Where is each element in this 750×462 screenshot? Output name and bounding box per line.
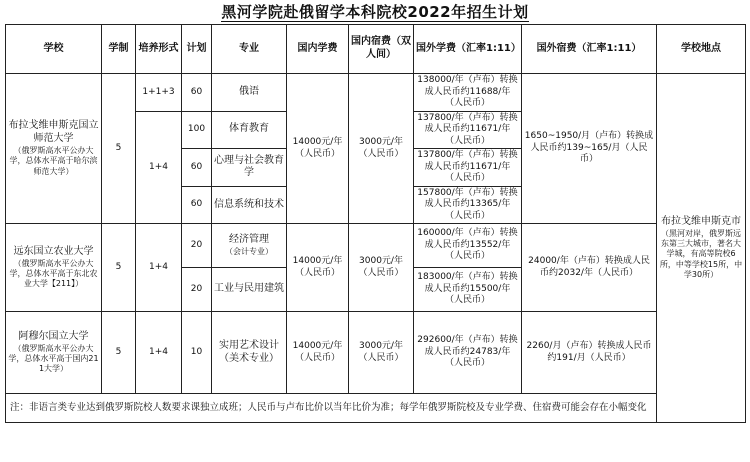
major-cell [212,224,287,268]
foreign-tuition-cell: 183000/年（卢布）转换成人民币约15500/年（人民币） [414,268,522,312]
plan-cell: 60 [182,74,212,112]
domestic-dorm-cell: 3000元/年（人民币） [349,224,414,312]
plan-cell: 20 [182,268,212,312]
major-cell: 实用艺术设计（美术专业） [212,312,287,394]
domestic-dorm-cell: 3000元/年（人民币） [349,312,414,394]
school-desc: （俄罗斯高水平公办大学，总体水平高于国内211大学） [8,343,99,374]
foreign-dorm-cell: 2260/月（卢布）转换成人民币约191/月（人民币） [522,312,657,394]
mode-cell: 1+4 [136,224,182,312]
school-cell [6,312,102,394]
duration-cell: 5 [102,224,136,312]
mode-cell: 1+1+3 [136,74,182,112]
foreign-tuition-cell: 138000/年（卢布）转换成人民币约11688/年（人民币） [414,74,522,112]
header-domestic-tuition: 国内学费 [287,25,349,74]
major-cell: 信息系统和技术 [212,186,287,224]
major-sub: （会计专业） [225,246,273,256]
location-city: 布拉戈维申斯克市 [661,215,741,227]
header-row [6,25,746,74]
table-row [6,74,746,112]
enrollment-table [5,24,746,423]
school-desc: （俄罗斯高水平公办大学，总体水平高于东北农业大学【211】） [9,258,98,289]
foreign-dorm-cell: 1650~1950/月（卢布）转换成人民币约139~165/月（人民币） [522,74,657,224]
header-duration: 学制 [102,25,136,74]
major-name: 经济管理 [229,234,269,246]
foreign-tuition-cell: 292600/年（卢布）转换成人民币约24783/年（人民币） [414,312,522,394]
foreign-tuition-cell: 160000/年（卢布）转换成人民币约13552/年（人民币） [414,224,522,268]
school-name: 阿穆尔国立大学 [18,330,89,342]
plan-cell: 100 [182,111,212,149]
major-cell: 心理与社会教育学 [212,149,287,187]
note-row [6,394,746,423]
plan-cell: 60 [182,149,212,187]
foreign-tuition-cell: 157800/年（卢布）转换成人民币约13365/年（人民币） [414,186,522,224]
foreign-tuition-cell: 137800/年（卢布）转换成人民币约11671/年（人民币） [414,111,522,149]
table-row [6,312,746,394]
header-school: 学校 [6,25,102,74]
page-title: 黑河学院赴俄留学本科院校2022年招生计划 [221,3,529,21]
mode-cell: 1+4 [136,111,182,224]
header-location: 学校地点 [657,25,746,74]
plan-cell: 20 [182,224,212,268]
major-cell: 工业与民用建筑 [212,268,287,312]
plan-cell: 60 [182,186,212,224]
major-cell: 体育教育 [212,111,287,149]
footnote: 注：非语言类专业达到俄罗斯院校人数要求课独立成班；人民币与卢布比价以当年比价为准；每学年俄罗斯院校及专业学费、住宿费可能会存在小幅变化 [6,394,746,423]
location-desc: （黑河对岸，俄罗斯远东第三大城市，著名大学城，有高等院校6所，中等学校15所，中学30所） [659,228,743,280]
domestic-dorm-cell: 3000元/年（人民币） [349,74,414,224]
table-row [6,224,746,268]
duration-cell: 5 [102,312,136,394]
school-cell [6,74,102,224]
header-domestic-dorm: 国内宿费（双人间） [349,25,414,74]
header-foreign-dorm: 国外宿费（汇率1:11） [522,25,657,74]
header-foreign-tuition: 国外学费（汇率1:11） [414,25,522,74]
domestic-tuition-cell: 14000元/年（人民币） [287,224,349,312]
foreign-dorm-cell: 24000/年（卢布）转换成人民币约2032/年（人民币） [522,224,657,312]
school-cell [6,224,102,312]
school-name: 布拉戈维申斯克国立师范大学 [8,120,99,144]
header-major: 专业 [212,25,287,74]
school-name: 远东国立农业大学 [13,245,94,257]
foreign-tuition-cell: 137800/年（卢布）转换成人民币约11671/年（人民币） [414,149,522,187]
location-cell [657,74,746,423]
header-mode: 培养形式 [136,25,182,74]
plan-cell: 10 [182,312,212,394]
duration-cell: 5 [102,74,136,224]
mode-cell: 1+4 [136,312,182,394]
major-cell: 俄语 [212,74,287,112]
header-plan: 计划 [182,25,212,74]
domestic-tuition-cell: 14000元/年（人民币） [287,312,349,394]
school-desc: （俄罗斯高水平公办大学，总体水平高于哈尔滨师范大学） [9,145,98,176]
domestic-tuition-cell: 14000元/年（人民币） [287,74,349,224]
